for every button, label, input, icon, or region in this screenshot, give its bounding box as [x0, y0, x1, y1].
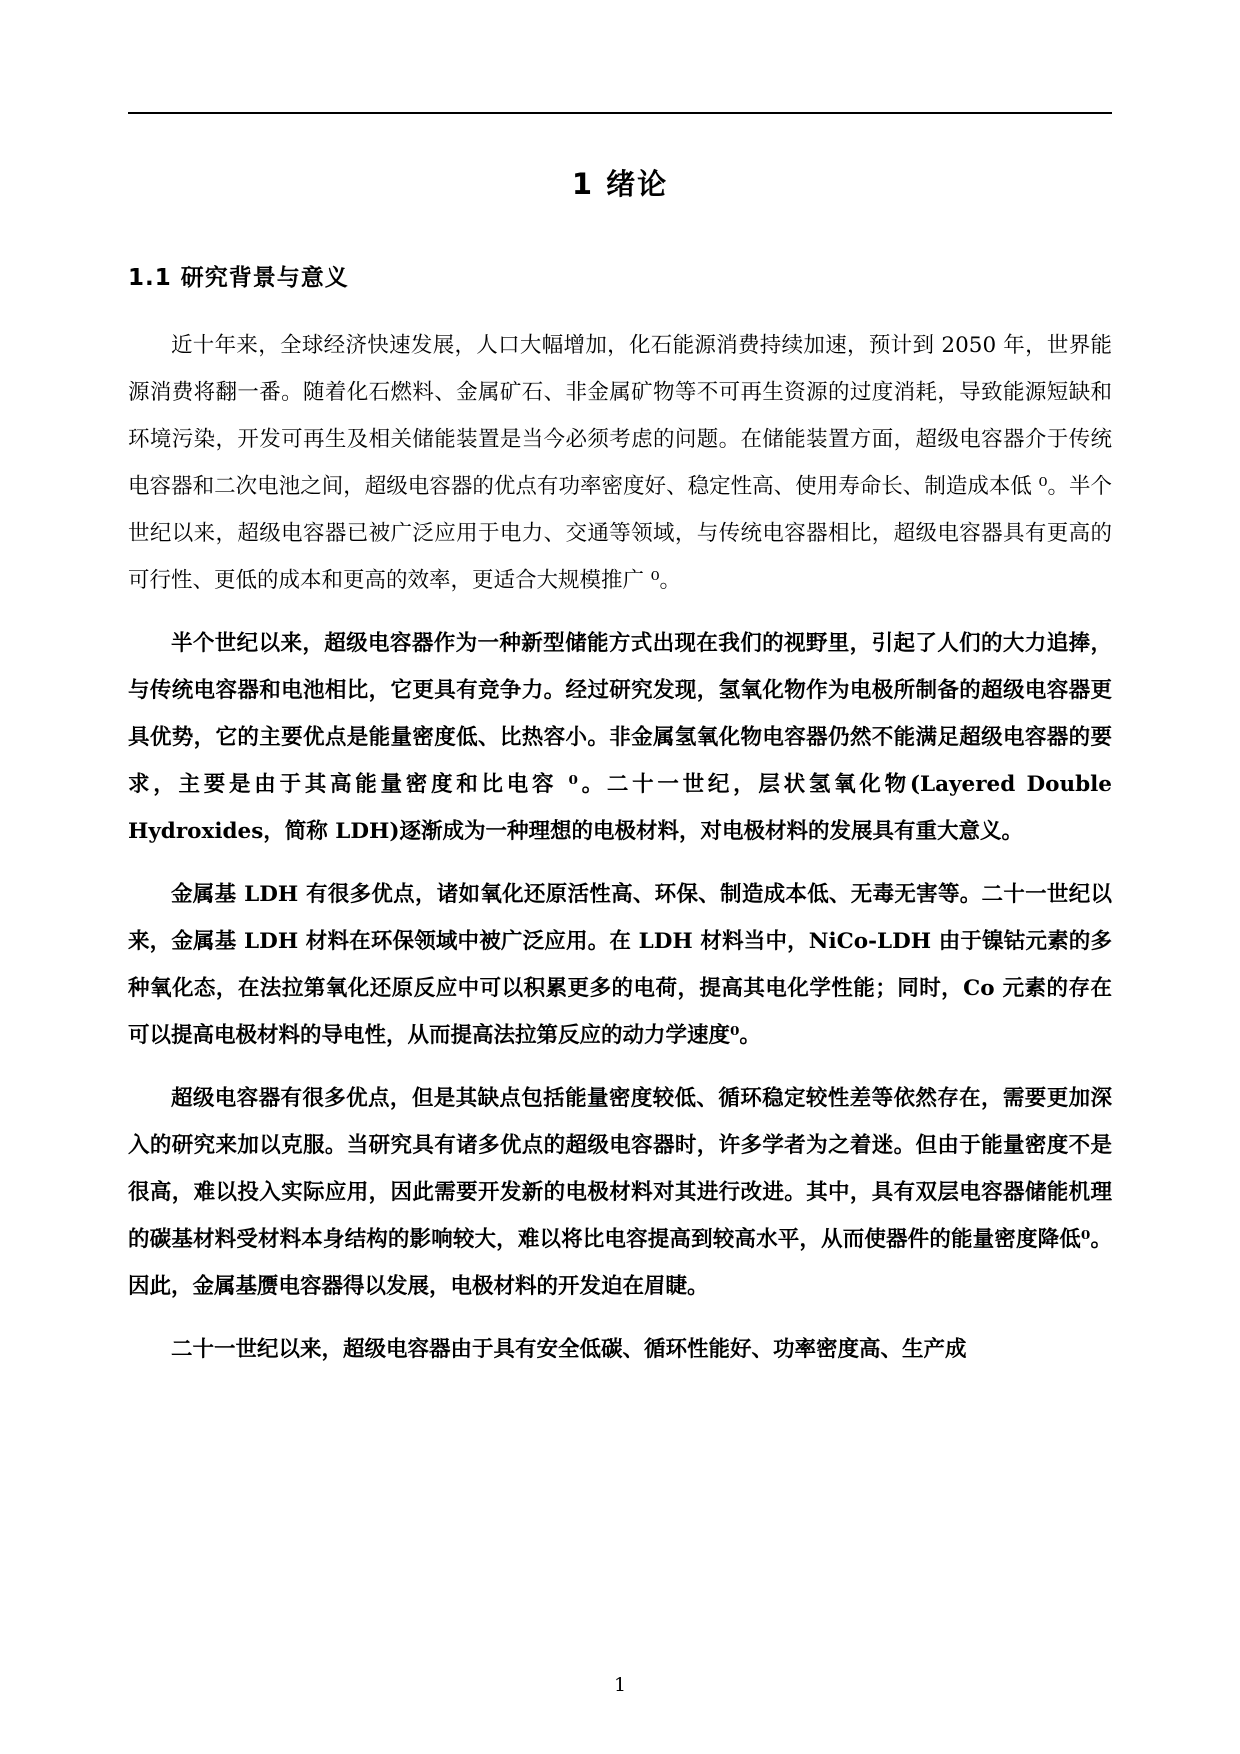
header-rule — [128, 112, 1112, 114]
page-content — [128, 140, 1112, 1373]
paragraph-5: 二十一世纪以来，超级电容器由于具有安全低碳、循环性能好、功率密度高、生产成 — [171, 1337, 967, 1362]
page-number: 1 — [613, 1674, 627, 1696]
section-heading-1-1: 1.1 研究背景与意义 — [128, 265, 349, 291]
paragraph-1: 近十年来，全球经济快速发展，人口大幅增加，化石能源消费持续加速，预计到 2050 年，世界能源消费将翻一番。随着化石燃料、金属矿石、非金属矿物等不可再生资源的过度消耗，导致能源短缺和环境污染，开发可再生及相关储能装置是当今必须考虑的问题。在储能装置方面，超级电容器介于传统电容器和二次电池之间，超级电容器的优点有功率密度好、稳定性高、使用寿命长、制造成本低 ⁰。半个世纪以来，超级电容器已被广泛应用于电力、交通等领域，与传统电容器相比，超级电容器具有更高的可行性、更低的成本和更高的效率，更适合大规模推广 ⁰。 — [128, 333, 1112, 593]
paragraph-2: 半个世纪以来，超级电容器作为一种新型储能方式出现在我们的视野里，引起了人们的大力追捧，与传统电容器和电池相比，它更具有竞争力。经过研究发现，氢氧化物作为电极所制备的超级电容器更具优势，它的主要优点是能量密度低、比热容小。非金属氢氧化物电容器仍然不能满足超级电容器的要求，主要是由于其高能量密度和比电容 ⁰。二十一世纪，层状氢氧化物(Layered Double Hydroxides，简称 LDH)逐渐成为一种理想的电极材料，对电极材料的发展具有重大意义。 — [128, 631, 1112, 844]
page-title: 1 绪论 — [571, 167, 669, 201]
paragraph-4: 超级电容器有很多优点，但是其缺点包括能量密度较低、循环稳定较性差等依然存在，需要更加深入的研究来加以克服。当研究具有诸多优点的超级电容器时，许多学者为之着迷。但由于能量密度不是很高，难以投入实际应用，因此需要开发新的电极材料对其进行改进。其中，具有双层电容器储能机理的碳基材料受材料本身结构的影响较大，难以将比电容提高到较高水平，从而使器件的能量密度降低⁰。因此，金属基赝电容器得以发展，电极材料的开发迫在眉睫。 — [128, 1086, 1112, 1299]
paragraph-3: 金属基 LDH 有很多优点，诸如氧化还原活性高、环保、制造成本低、无毒无害等。二十一世纪以来，金属基 LDH 材料在环保领域中被广泛应用。在 LDH 材料当中，NiCo-LDH 由于镍钴元素的多种氧化态，在法拉第氧化还原反应中可以积累更多的电荷，提高其电化学性能；同时，Co 元素的存在可以提高电极材料的导电性，从而提高法拉第反应的动力学速度⁰。 — [128, 882, 1112, 1048]
